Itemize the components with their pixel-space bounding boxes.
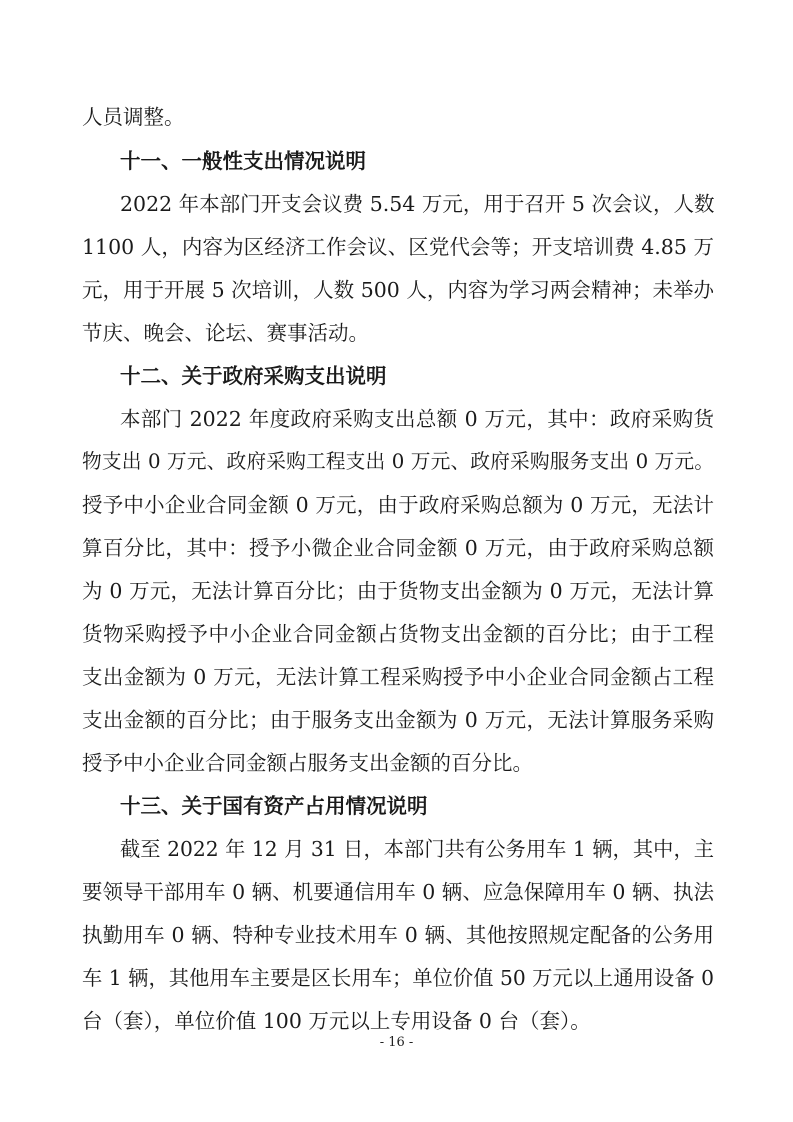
- section-12-line-2: 物支出 0 万元、政府采购工程支出 0 万元、政府采购服务支出 0 万元。: [82, 450, 714, 473]
- section-11-line-3: 元，用于开展 5 次培训，人数 500 人，内容为学习两会精神；未举办: [82, 278, 714, 302]
- section-11-line-2: 1100 人，内容为区经济工作会议、区党代会等；开支培训费 4.85 万: [82, 235, 714, 259]
- section-12-line-3: 授予中小企业合同金额 0 万元，由于政府采购总额为 0 万元，无法计: [82, 493, 714, 517]
- section-12-heading: 十二、关于政府采购支出说明: [120, 364, 387, 388]
- section-12-line-1: 本部门 2022 年度政府采购支出总额 0 万元，其中：政府采购货: [120, 407, 714, 431]
- section-12-line-8: 支出金额的百分比；由于服务支出金额为 0 万元，无法计算服务采购: [82, 708, 714, 732]
- section-13-line-2: 要领导干部用车 0 辆、机要通信用车 0 辆、应急保障用车 0 辆、执法: [82, 880, 714, 904]
- section-11-heading: 十一、一般性支出情况说明: [120, 149, 366, 173]
- section-13-line-3: 执勤用车 0 辆、特种专业技术用车 0 辆、其他按照规定配备的公务用: [82, 923, 714, 947]
- section-13-line-4: 车 1 辆，其他用车主要是区长用车；单位价值 50 万元以上通用设备 0: [82, 966, 714, 990]
- section-13-heading: 十三、关于国有资产占用情况说明: [120, 794, 428, 818]
- section-12-line-6: 货物采购授予中小企业合同金额占货物支出金额的百分比；由于工程: [82, 622, 714, 646]
- page-number: - 16 -: [379, 1035, 414, 1050]
- section-11-line-1: 2022 年本部门开支会议费 5.54 万元，用于召开 5 次会议，人数: [120, 192, 715, 216]
- section-13-line-5: 台（套），单位价值 100 万元以上专用设备 0 台（套）。: [82, 1009, 591, 1033]
- section-12-line-5: 为 0 万元，无法计算百分比；由于货物支出金额为 0 万元，无法计算: [82, 579, 714, 603]
- section-13-line-1: 截至 2022 年 12 月 31 日，本部门共有公务用车 1 辆，其中，主: [120, 837, 714, 861]
- section-12-line-9: 授予中小企业合同金额占服务支出金额的百分比。: [82, 751, 533, 775]
- section-11-line-4: 节庆、晚会、论坛、赛事活动。: [82, 321, 369, 345]
- section-12-line-4: 算百分比，其中：授予小微企业合同金额 0 万元，由于政府采购总额: [82, 536, 714, 560]
- continuation-text: 人员调整。: [82, 105, 185, 129]
- section-12-line-7: 支出金额为 0 万元，无法计算工程采购授予中小企业合同金额占工程: [82, 665, 714, 689]
